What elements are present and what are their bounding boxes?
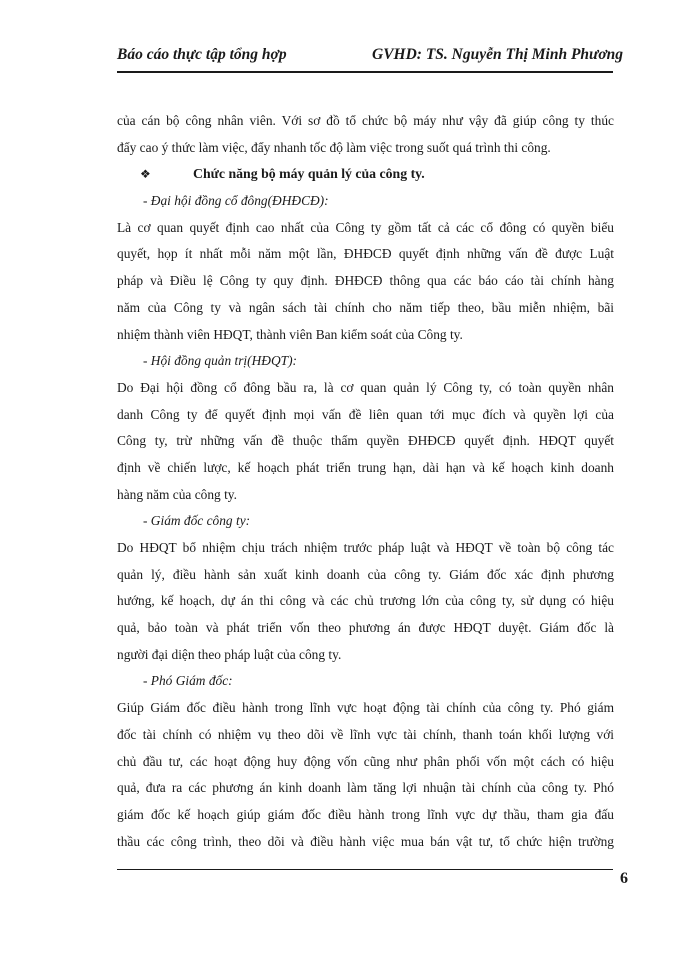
paragraph-line: nhiệm thành viên HĐQT, thành viên Ban kiểm soát của Công ty. (117, 326, 463, 342)
paragraph-line: năm của Công ty và ngân sách tài chính cho năm tiếp theo, bầu miễn nhiệm, bãi (117, 299, 614, 315)
paragraph-line: thầu các công trình, theo dõi và điều hành việc mua bán vật tư, tổ chức hiện trường (117, 833, 614, 849)
paragraph-line: Giúp Giám đốc điều hành trong lĩnh vực hoạt động tài chính của công ty. Phó giám (117, 700, 614, 716)
paragraph-line: quả, bảo toàn và phát triển vốn theo phương án được HĐQT duyệt. Giám đốc là (117, 620, 614, 636)
header-report-title: Báo cáo thực tập tổng hợp (117, 46, 287, 63)
paragraph-line: Công ty, trừ những vấn đề thuộc thẩm quyền ĐHĐCĐ quyết định. HĐQT quyết (117, 433, 614, 449)
document-body (117, 108, 614, 855)
paragraph-line: của cán bộ công nhân viên. Với sơ đồ tổ chức bộ máy như vậy đã giúp công ty thúc (117, 113, 614, 128)
paragraph-line: đốc tài chính có nhiệm vụ theo dõi về lĩnh vực tài chính, thanh toán khối lượng với (117, 726, 614, 742)
paragraph-line: Do Đại hội đồng cổ đông bầu ra, là cơ quan quản lý Công ty, có toàn quyền nhân (117, 379, 614, 395)
header-divider (117, 71, 613, 73)
paragraph-line: đẩy cao ý thức làm việc, đẩy nhanh tốc độ làm việc trong suốt quá trình thi công. (117, 139, 551, 155)
diamond-bullet-icon: ❖ (140, 167, 151, 182)
paragraph-line: pháp và Điều lệ Công ty quy định. ĐHĐCĐ thông qua các báo cáo tài chính hàng (117, 273, 614, 289)
paragraph-line: người đại diện theo pháp luật của công ty. (117, 646, 342, 662)
paragraph-line: giám đốc kế hoạch giúp giám đốc điều hành trong lĩnh vực dự thầu, tham gia đấu (117, 806, 614, 822)
section-heading (117, 161, 614, 188)
footer-divider (117, 869, 613, 870)
paragraph-line: quả, đưa ra các phương án kinh doanh làm tăng lợi nhuận tài chính của công ty. Phó (117, 780, 614, 796)
subheading-deputy-director: - Phó Giám đốc: (143, 673, 233, 689)
paragraph-line: quản lý, điều hành sản xuất kinh doanh của công ty. Giám đốc xác định phương (117, 566, 614, 582)
paragraph-line: hàng năm của công ty. (117, 486, 237, 502)
paragraph-line: quyết, họp ít nhất mỗi năm một lần, ĐHĐCĐ quyết định những vấn đề được Luật (117, 246, 614, 262)
header-supervisor: GVHD: TS. Nguyễn Thị Minh Phương (372, 46, 624, 63)
paragraph-line: Là cơ quan quyết định cao nhất của Công ty gồm tất cả các cổ đông có quyền biểu (117, 219, 614, 235)
page-number: 6 (620, 870, 628, 887)
paragraph-line: Do HĐQT bổ nhiệm chịu trách nhiệm trước pháp luật và HĐQT về toàn bộ công tác (117, 540, 614, 555)
subheading-director: - Giám đốc công ty: (143, 513, 251, 529)
page-header (117, 46, 624, 70)
paragraph-line: hướng, kế hoạch, dự án thi công và các chủ trương lớn của công ty, sử dụng có hiệu (117, 593, 614, 609)
subheading-board-of-directors: - Hội đồng quản trị(HĐQT): (143, 353, 297, 369)
subheading-general-meeting: - Đại hội đồng cổ đông(ĐHĐCĐ): (143, 193, 329, 209)
paragraph-line: định về chiến lược, kế hoạch phát triển trung hạn, dài hạn và kế hoạch kinh doanh (117, 459, 614, 475)
paragraph-line: danh Công ty để quyết định mọi vấn đề liên quan tới mục đích và quyền lợi của (117, 406, 614, 422)
paragraph-line: chủ đầu tư, các hoạt động huy động vốn cũng như phân phối vốn một cách có hiệu (117, 753, 614, 769)
section-heading-text: Chức năng bộ máy quản lý của công ty. (193, 166, 425, 182)
